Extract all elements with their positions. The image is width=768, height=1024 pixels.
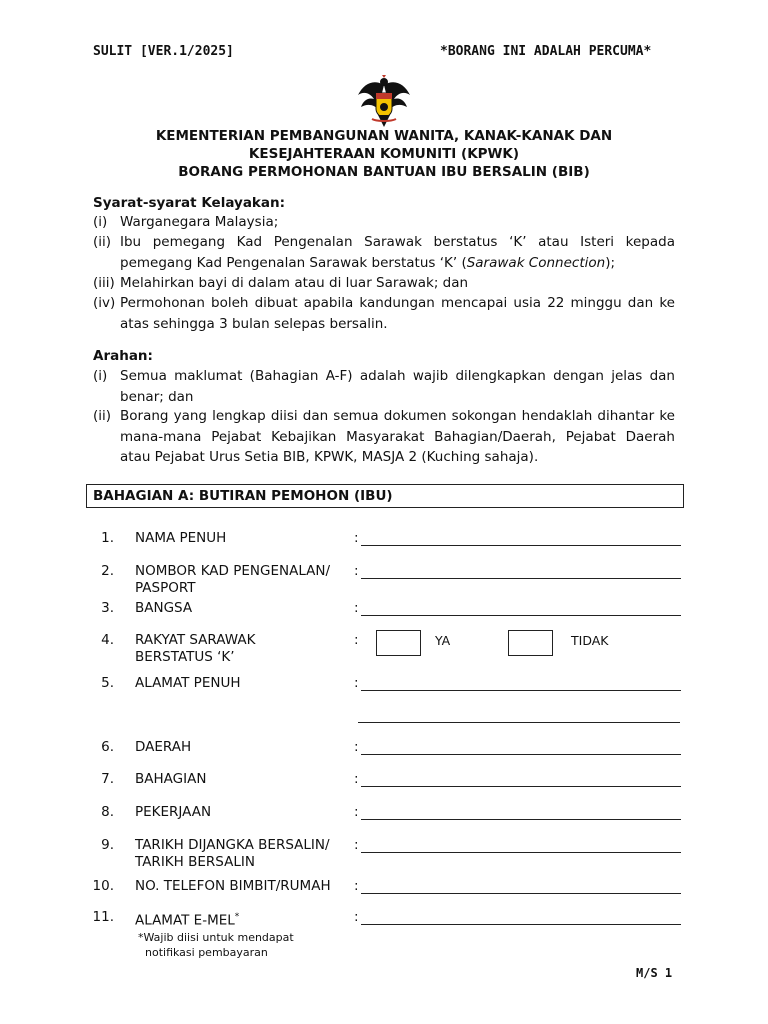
colon: : [354,771,359,787]
address-input-line-1[interactable] [361,690,681,691]
field-number: 9. [101,837,114,853]
colon: : [354,675,359,691]
field-sarawak-status [0,632,768,668]
colon: : [354,600,359,616]
item-text: Permohonan boleh dibuat apabila kandungan mencapai usia 22 minggu dan ke [120,295,675,311]
sarawak-coat-of-arms-logo [356,75,412,127]
free-form-notice: *BORANG INI ADALAH PERCUMA* [440,44,652,59]
division-input-line[interactable] [361,786,681,787]
field-division [0,771,768,791]
item-text: Warganegara Malaysia; [120,214,279,230]
colon: : [354,837,359,853]
item-text: Melahirkan bayi di dalam atau di luar Sarawak; dan [120,275,469,291]
field-email [0,909,768,929]
field-phone [0,878,768,898]
instruction-item [0,406,768,468]
item-text-continued: atas sehingga 3 bulan selepas bersalin. [120,315,388,332]
field-number: 1. [101,530,114,546]
eligibility-item [0,232,768,273]
eligibility-item [0,273,768,293]
field-address [0,675,768,725]
item-text: Ibu pemegang Kad Pengenalan Sarawak berstatus ‘K’ atau Isteri kepada [120,234,675,250]
field-number: 6. [101,739,114,755]
colon: : [354,632,359,648]
field-number: 4. [101,632,114,648]
item-number: (ii) [93,408,112,424]
field-district [0,739,768,759]
instruction-item [0,366,768,407]
field-number: 5. [101,675,114,691]
instructions-heading: Arahan: [93,348,153,364]
field-label: BAHAGIAN [135,771,207,787]
colon: : [354,739,359,755]
ya-checkbox[interactable] [376,630,421,656]
classification-label: SULIT [VER.1/2025] [93,44,234,59]
field-label: TARIKH DIJANGKA BERSALIN/ TARIKH BERSALIN [135,837,330,870]
item-text: Borang yang lengkap diisi dan semua dokumen sokongan hendaklah dihantar ke [120,408,675,424]
email-footnote-line2: notifikasi pembayaran [145,946,268,959]
field-ic-passport [0,563,768,597]
form-title: BORANG PERMOHONAN BANTUAN IBU BERSALIN (BIB) [178,164,590,180]
email-footnote-line1: *Wajib diisi untuk mendapat [138,931,294,944]
field-label: DAERAH [135,739,192,755]
ministry-title-line1: KEMENTERIAN PEMBANGUNAN WANITA, KANAK-KANAK DAN [155,128,613,144]
eligibility-item [0,293,768,334]
field-label: NOMBOR KAD PENGENALAN/ PASPORT [135,563,331,596]
section-a-title: BAHAGIAN A: BUTIRAN PEMOHON (IBU) [86,484,684,508]
field-label: BANGSA [135,600,193,616]
field-number: 2. [101,563,114,579]
field-label: RAKYAT SARAWAK BERSTATUS ‘K’ [135,632,256,665]
ya-label: YA [435,633,451,648]
field-label: ALAMAT PENUH [135,675,241,691]
tidak-checkbox[interactable] [508,630,553,656]
eligibility-item [0,212,768,232]
item-number: (ii) [93,234,112,250]
field-number: 3. [101,600,114,616]
colon: : [354,909,359,925]
colon: : [354,804,359,820]
colon: : [354,563,359,579]
ic-passport-input-line[interactable] [361,578,681,579]
item-text-continued: benar; dan [120,388,194,405]
field-delivery-date [0,837,768,871]
field-number: 11. [92,909,114,925]
item-text-continued: atau Pejabat Urus Setia BIB, KPWK, MASJA 2 (Kuching sahaja). [120,449,539,465]
field-label: NAMA PENUH [135,530,227,546]
item-text-continued: mana-mana Pejabat Kebajikan Masyarakat Bahagian/Daerah, Pejabat Daerah [120,428,675,445]
eligibility-heading: Syarat-syarat Kelayakan: [93,195,286,211]
field-number: 7. [101,771,114,787]
race-input-line[interactable] [361,615,681,616]
full-name-input-line[interactable] [361,545,681,546]
field-label: PEKERJAAN [135,804,212,820]
phone-input-line[interactable] [361,893,681,894]
colon: : [354,878,359,894]
item-text-continued: pemegang Kad Pengenalan Sarawak berstatus ‘K’ (Sarawak Connection); [120,254,616,271]
item-number: (i) [93,214,108,230]
field-number: 10. [92,878,114,894]
field-race [0,600,768,620]
delivery-date-input-line[interactable] [361,852,681,853]
tidak-label: TIDAK [571,633,609,648]
field-occupation [0,804,768,824]
ministry-title-line2: KESEJAHTERAAN KOMUNITI (KPWK) [248,146,520,162]
field-label: ALAMAT E-MEL* [135,912,240,929]
occupation-input-line[interactable] [361,819,681,820]
field-number: 8. [101,804,114,820]
field-full-name [0,530,768,550]
item-number: (iv) [93,295,116,311]
item-number: (i) [93,368,108,384]
district-input-line[interactable] [361,754,681,755]
item-number: (iii) [93,275,115,291]
colon: : [354,530,359,546]
page-number: M/S 1 [636,966,673,980]
email-input-line[interactable] [361,924,681,925]
field-label: NO. TELEFON BIMBIT/RUMAH [135,878,331,894]
address-input-line-2[interactable] [358,722,680,723]
item-text: Semua maklumat (Bahagian A-F) adalah wajib dilengkapkan dengan jelas dan [120,368,675,384]
